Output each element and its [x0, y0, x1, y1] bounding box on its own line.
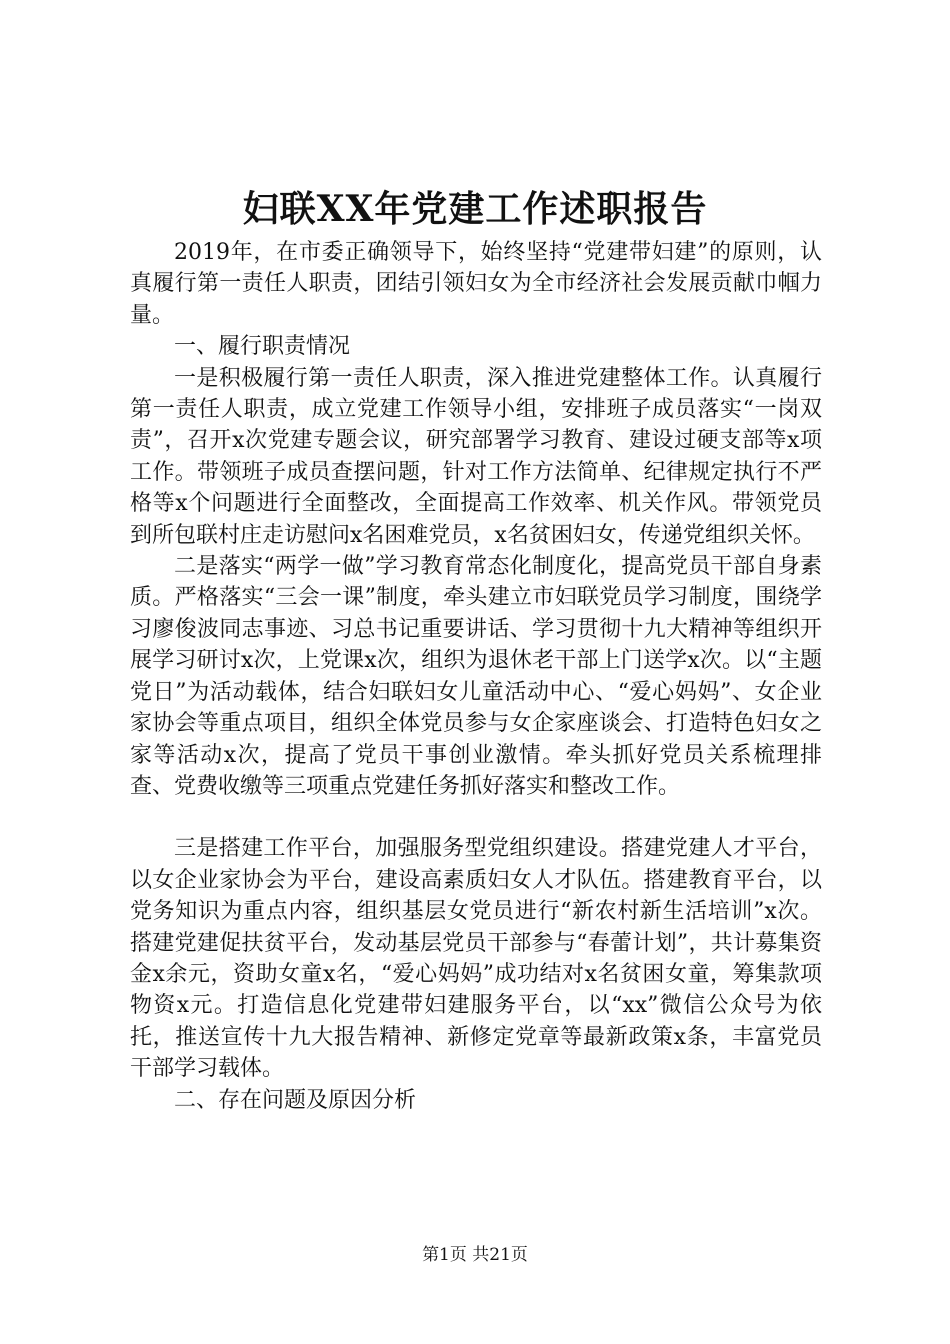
document-title: 妇联XX年党建工作述职报告	[242, 188, 708, 230]
document-body	[130, 237, 822, 1116]
paragraph-first-responsibility: 一是积极履行第一责任人职责，深入推进党建整体工作。认真履行第一责任人职责，成立党建工作领导小组，安排班子成员落实“一岗双责”，召开x次党建专题会议，研究部署学习教育、建设过硬支部等x项工作。带领班子成员查摆问题，针对工作方法简单、纪律规定执行不严格等x个问题进行全面整改，全面提高工作效率、机关作风。带领党员到所包联村庄走访慰问x名困难党员，x名贫困妇女，传递党组织关怀。	[130, 365, 822, 548]
section-heading-duties: 一、履行职责情况	[174, 334, 351, 360]
section-heading-problems: 二、存在问题及原因分析	[174, 1087, 417, 1113]
paragraph-work-platform: 三是搭建工作平台，加强服务型党组织建设。搭建党建人才平台，以女企业家协会为平台，建设高素质妇女人才队伍。搭建教育平台，以党务知识为重点内容，组织基层女党员进行“新农村新生活培训”x次。搭建党建促扶贫平台，发动基层党员干部参与“春蕾计划”，共计募集资金x余元，资助女童x名，“爱心妈妈”成功结对x名贫困女童，筹集款项物资x元。打造信息化党建带妇建服务平台，以“xx”微信公众号为依托，推送宣传十九大报告精神、新修定党章等最新政策x条，丰富党员干部学习载体。	[130, 836, 822, 1082]
intro-paragraph: 2019年，在市委正确领导下，始终坚持“党建带妇建”的原则，认真履行第一责任人职责，团结引领妇女为全市经济社会发展贡献巾帼力量。	[130, 240, 822, 328]
paragraph-study-education: 二是落实“两学一做”学习教育常态化制度化，提高党员干部自身素质。严格落实“三会一课”制度，牵头建立市妇联党员学习制度，围绕学习廖俊波同志事迹、习总书记重要讲话、学习贯彻十九大精神等组织开展学习研讨x次，上党课x次，组织为退休老干部上门送学x次。以“主题党日”为活动载体，结合妇联妇女儿童活动中心、“爱心妈妈”、女企业家协会等重点项目，组织全体党员参与女企家座谈会、打造特色妇女之家等活动x次，提高了党员干事创业激情。牵头抓好党员关系梳理排查、党费收缴等三项重点党建任务抓好落实和整改工作。	[130, 554, 822, 799]
page-number-footer: 第1页 共21页	[422, 1245, 528, 1265]
